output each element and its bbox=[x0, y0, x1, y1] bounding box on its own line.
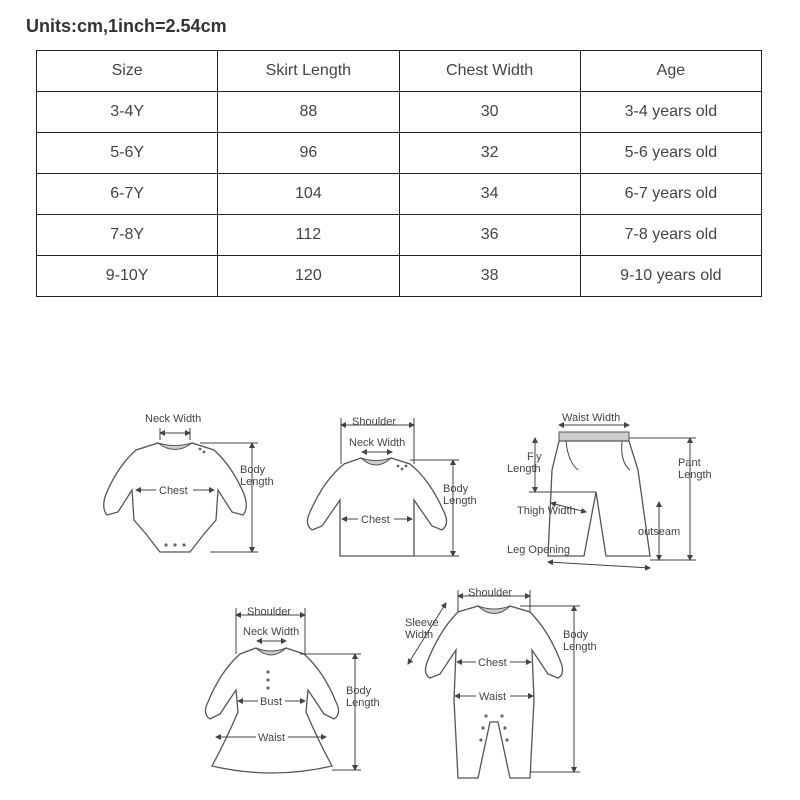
cell-skirt-length: 96 bbox=[218, 133, 399, 174]
cell-size: 5-6Y bbox=[37, 133, 218, 174]
romper-waist-label: Waist bbox=[479, 691, 507, 703]
size-chart-table bbox=[36, 50, 762, 297]
cell-chest-width: 32 bbox=[399, 133, 580, 174]
shirt-chest-label: Chest bbox=[361, 514, 390, 526]
bodysuit-diagram bbox=[104, 413, 274, 552]
shirt-body-length-label-1: Body bbox=[443, 483, 469, 495]
bodysuit-body-length-label-1: Body bbox=[240, 464, 266, 476]
cell-skirt-length: 88 bbox=[218, 92, 399, 133]
cell-size: 9-10Y bbox=[37, 256, 218, 297]
pants-pant-length-label-2: Length bbox=[678, 469, 712, 481]
dress-diagram bbox=[205, 606, 379, 773]
cell-skirt-length: 104 bbox=[218, 174, 399, 215]
cell-chest-width: 34 bbox=[399, 174, 580, 215]
shirt-neck-width-label: Neck Width bbox=[349, 437, 406, 449]
romper-diagram bbox=[405, 587, 597, 778]
units-note: Units:cm,1inch=2.54cm bbox=[26, 16, 227, 36]
cell-skirt-length: 112 bbox=[218, 215, 399, 256]
cell-age: 7-8 years old bbox=[580, 215, 761, 256]
pants-outseam-label: outseam bbox=[638, 526, 681, 538]
dress-waist-label: Waist bbox=[258, 732, 286, 744]
table-row bbox=[37, 215, 762, 256]
pants-thigh-width-label: Thigh Width bbox=[517, 505, 576, 517]
table-row bbox=[37, 133, 762, 174]
cell-size: 6-7Y bbox=[37, 174, 218, 215]
pants-pant-length-label-1: Pant bbox=[678, 457, 701, 469]
pants-waist-width-label: Waist Width bbox=[562, 412, 621, 424]
shirt-body-length-label-2: Length bbox=[443, 495, 477, 507]
dress-bust-label: Bust bbox=[260, 696, 283, 708]
romper-shoulder-label: Shoulder bbox=[468, 587, 513, 599]
cell-age: 3-4 years old bbox=[580, 92, 761, 133]
romper-chest-label: Chest bbox=[478, 657, 507, 669]
shirt-diagram bbox=[307, 416, 476, 556]
header-age: Age bbox=[580, 51, 761, 92]
dress-body-length-label-2: Length bbox=[346, 697, 380, 709]
romper-sleeve-width-label-2: Width bbox=[405, 629, 434, 641]
measurement-diagrams bbox=[0, 400, 800, 800]
cell-size: 7-8Y bbox=[37, 215, 218, 256]
dress-neck-width-label: Neck Width bbox=[243, 626, 300, 638]
pants-fly-length-label-1: Fly bbox=[527, 451, 542, 463]
romper-body-length-label-2: Length bbox=[563, 641, 597, 653]
pants-leg-opening-label: Leg Opening bbox=[507, 544, 570, 556]
bodysuit-chest-label: Chest bbox=[159, 485, 188, 497]
cell-age: 9-10 years old bbox=[580, 256, 761, 297]
pants-diagram bbox=[507, 412, 712, 568]
cell-size: 3-4Y bbox=[37, 92, 218, 133]
pants-fly-length-label-2: Length bbox=[507, 463, 541, 475]
romper-sleeve-width-label-1: Sleeve bbox=[405, 617, 439, 629]
cell-age: 5-6 years old bbox=[580, 133, 761, 174]
table-header-row bbox=[37, 51, 762, 92]
cell-skirt-length: 120 bbox=[218, 256, 399, 297]
cell-age: 6-7 years old bbox=[580, 174, 761, 215]
header-size: Size bbox=[37, 51, 218, 92]
romper-body-length-label-1: Body bbox=[563, 629, 589, 641]
bodysuit-body-length-label-2: Length bbox=[240, 476, 274, 488]
dress-body-length-label-1: Body bbox=[346, 685, 372, 697]
bodysuit-neck-width-label: Neck Width bbox=[145, 413, 202, 425]
table-row bbox=[37, 92, 762, 133]
cell-chest-width: 38 bbox=[399, 256, 580, 297]
header-skirt-length: Skirt Length bbox=[218, 51, 399, 92]
cell-chest-width: 36 bbox=[399, 215, 580, 256]
dress-shoulder-label: Shoulder bbox=[247, 606, 292, 618]
table-row bbox=[37, 256, 762, 297]
table-row bbox=[37, 174, 762, 215]
shirt-shoulder-label: Shoulder bbox=[352, 416, 397, 428]
cell-chest-width: 30 bbox=[399, 92, 580, 133]
header-chest-width: Chest Width bbox=[399, 51, 580, 92]
